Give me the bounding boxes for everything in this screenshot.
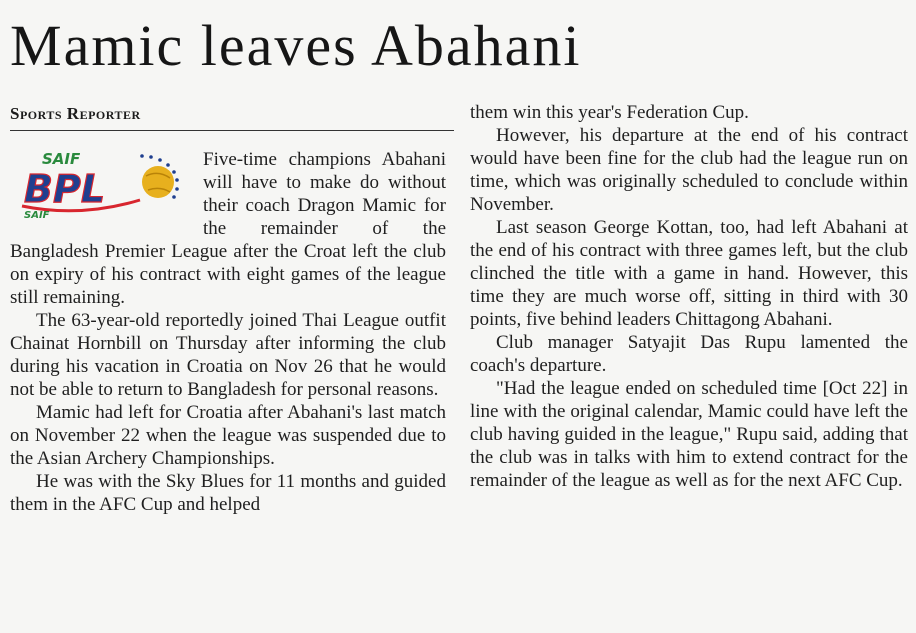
paragraph: Last season George Kottan, too, had left Abahani at the end of his contract with three games left, but the club clinched the title with a game in hand. However, this time they are much worse off, sitting in third with 30 points, five behind leaders Chittagong Abahani. — [470, 217, 908, 330]
bpl-logo — [10, 148, 195, 223]
logo-bottom-text: SAIF — [24, 210, 50, 221]
logo-main-text: BPL — [24, 167, 106, 211]
paragraph: He was with the Sky Blues for 11 months and guided them in the AFC Cup and helped — [10, 471, 446, 515]
paragraph: Mamic had left for Croatia after Abahani's last match on November 22 when the league was suspended due to the Asian Archery Championships. — [10, 402, 446, 469]
paragraph: The 63-year-old reportedly joined Thai League outfit Chainat Hornbill on Thursday after informing the club during his vacation in Croatia on Nov 26 that he would not be able to return to Bangladesh for personal reasons. — [10, 310, 446, 400]
paragraph: However, his departure at the end of his contract would have been fine for the club had the league run on time, which was originally scheduled to conclude within November. — [470, 125, 908, 215]
paragraph: "Had the league ended on scheduled time [Oct 22] in line with the original calendar, Mamic could have left the club having guided in the league," Rupu said, adding that the club was in talks with him to extend contract for the remainder of the league as well as for the next AFC Cup. — [470, 378, 908, 491]
article-column-1 — [10, 148, 446, 516]
article-column-2 — [470, 101, 908, 492]
headline: Mamic leaves Abahani — [10, 13, 582, 78]
paragraph: Five-time champions Abahani will have to make do without their coach Dragon Mamic for the remainder of the Bangladesh Premier League after the Croat left the club on expiry of his contract with eight games of the league still remaining. — [10, 149, 446, 308]
paragraph: them win this year's Federation Cup. — [470, 102, 749, 123]
paragraph: Club manager Satyajit Das Rupu lamented the coach's departure. — [470, 332, 908, 376]
byline-text: Sports Reporter — [10, 104, 141, 123]
byline — [10, 104, 454, 131]
logo-top-text: SAIF — [42, 150, 81, 168]
